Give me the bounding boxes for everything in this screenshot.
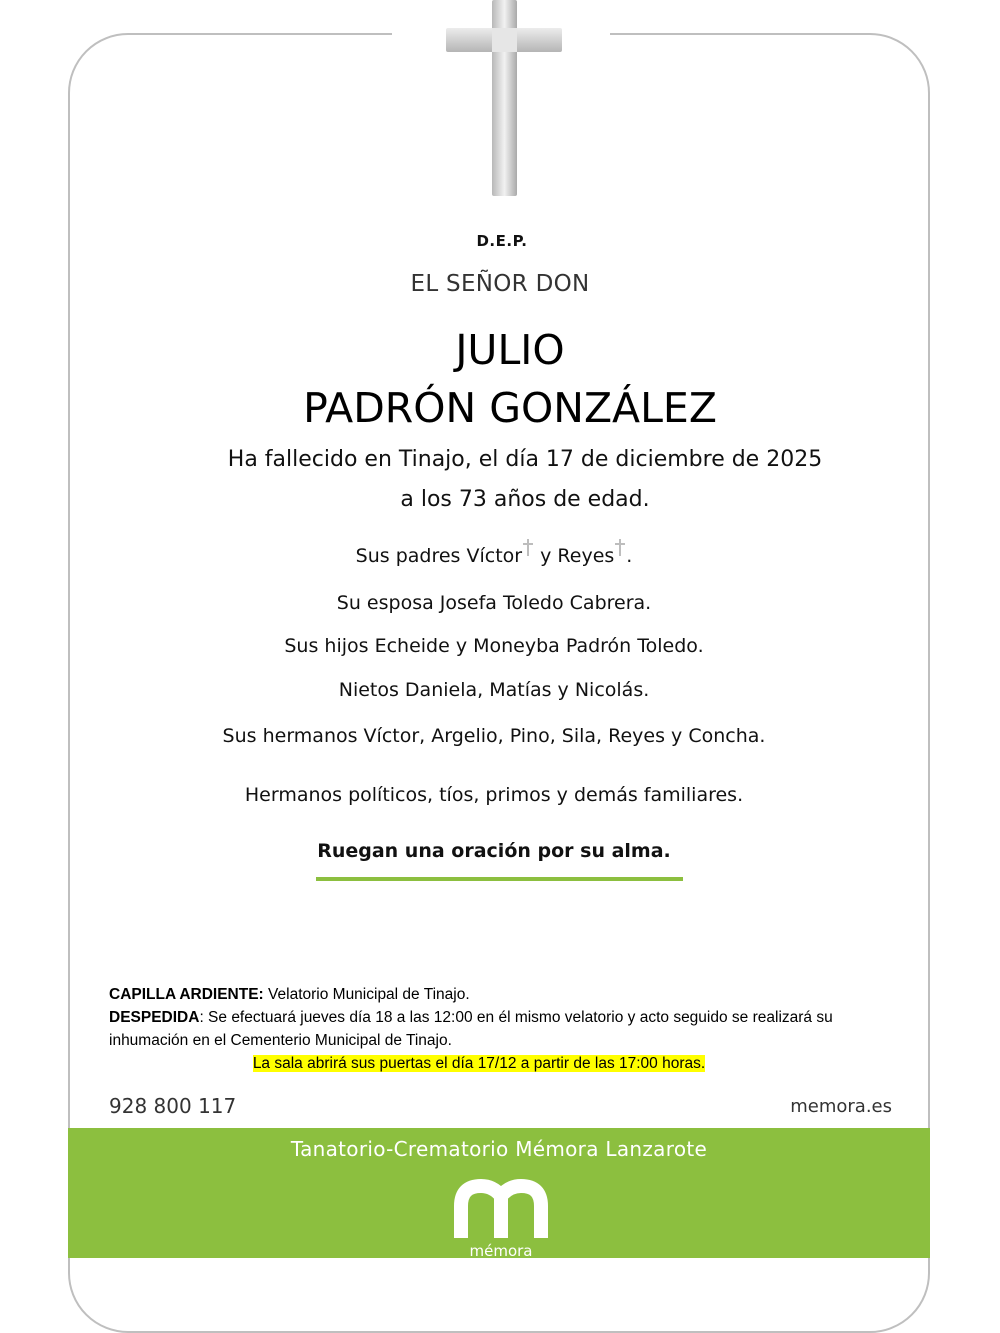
parents-line [0, 545, 994, 567]
capilla-text: Velatorio Municipal de Tinajo. [263, 986, 470, 1003]
service-info [109, 983, 849, 1075]
website-link[interactable]: memora.es [790, 1096, 892, 1117]
deceased-first-name: JULIO [455, 326, 565, 374]
siblings-line: Sus hermanos Víctor, Argelio, Pino, Sila, Reyes y Concha. [222, 725, 766, 747]
death-line: Ha fallecido en Tinajo, el día 17 de diciembre de 2025 [227, 447, 823, 472]
parents-suffix: . [626, 545, 633, 567]
despedida-line [109, 1006, 849, 1052]
memora-logo-icon [453, 1176, 549, 1258]
parents-prefix: Sus padres Víctor [355, 545, 523, 567]
footer-bar [68, 1128, 930, 1258]
in-laws-line: Hermanos políticos, tíos, primos y demás familiares. [244, 784, 744, 806]
small-cross-icon [522, 539, 534, 556]
children-line: Sus hijos Echeide y Moneyba Padrón Toledo. [284, 635, 704, 657]
title-prefix: EL SEÑOR DON [410, 271, 590, 297]
logo-text: mémora [469, 1242, 533, 1258]
capilla-line [109, 983, 849, 1006]
spouse-line: Su esposa Josefa Toledo Cabrera. [336, 592, 652, 614]
footer-title: Tanatorio-Crematorio Mémora Lanzarote [290, 1137, 708, 1161]
phone-number: 928 800 117 [109, 1094, 237, 1118]
parents-middle: y Reyes [534, 545, 615, 567]
divider [316, 877, 683, 881]
notice-text: La sala abrirá sus puertas el día 17/12 a partir de las 17:00 horas. [252, 1055, 706, 1072]
notice-line [109, 1052, 849, 1075]
despedida-label: DESPEDIDA [109, 1009, 200, 1026]
deceased-surnames: PADRÓN GONZÁLEZ [303, 384, 717, 432]
grandchildren-line: Nietos Daniela, Matías y Nicolás. [338, 679, 650, 701]
age-line: a los 73 años de edad. [400, 487, 650, 512]
despedida-text: : Se efectuará jueves día 18 a las 12:00 en él mismo velatorio y acto seguido se realizará su inhumación en el Cementerio Municipal de Tinajo. [109, 1009, 833, 1049]
prayer-line: Ruegan una oración por su alma. [317, 840, 671, 862]
dep-label: D.E.P. [476, 232, 528, 250]
cross-icon [445, 0, 563, 196]
small-cross-icon [614, 539, 626, 556]
capilla-label: CAPILLA ARDIENTE: [109, 986, 264, 1003]
